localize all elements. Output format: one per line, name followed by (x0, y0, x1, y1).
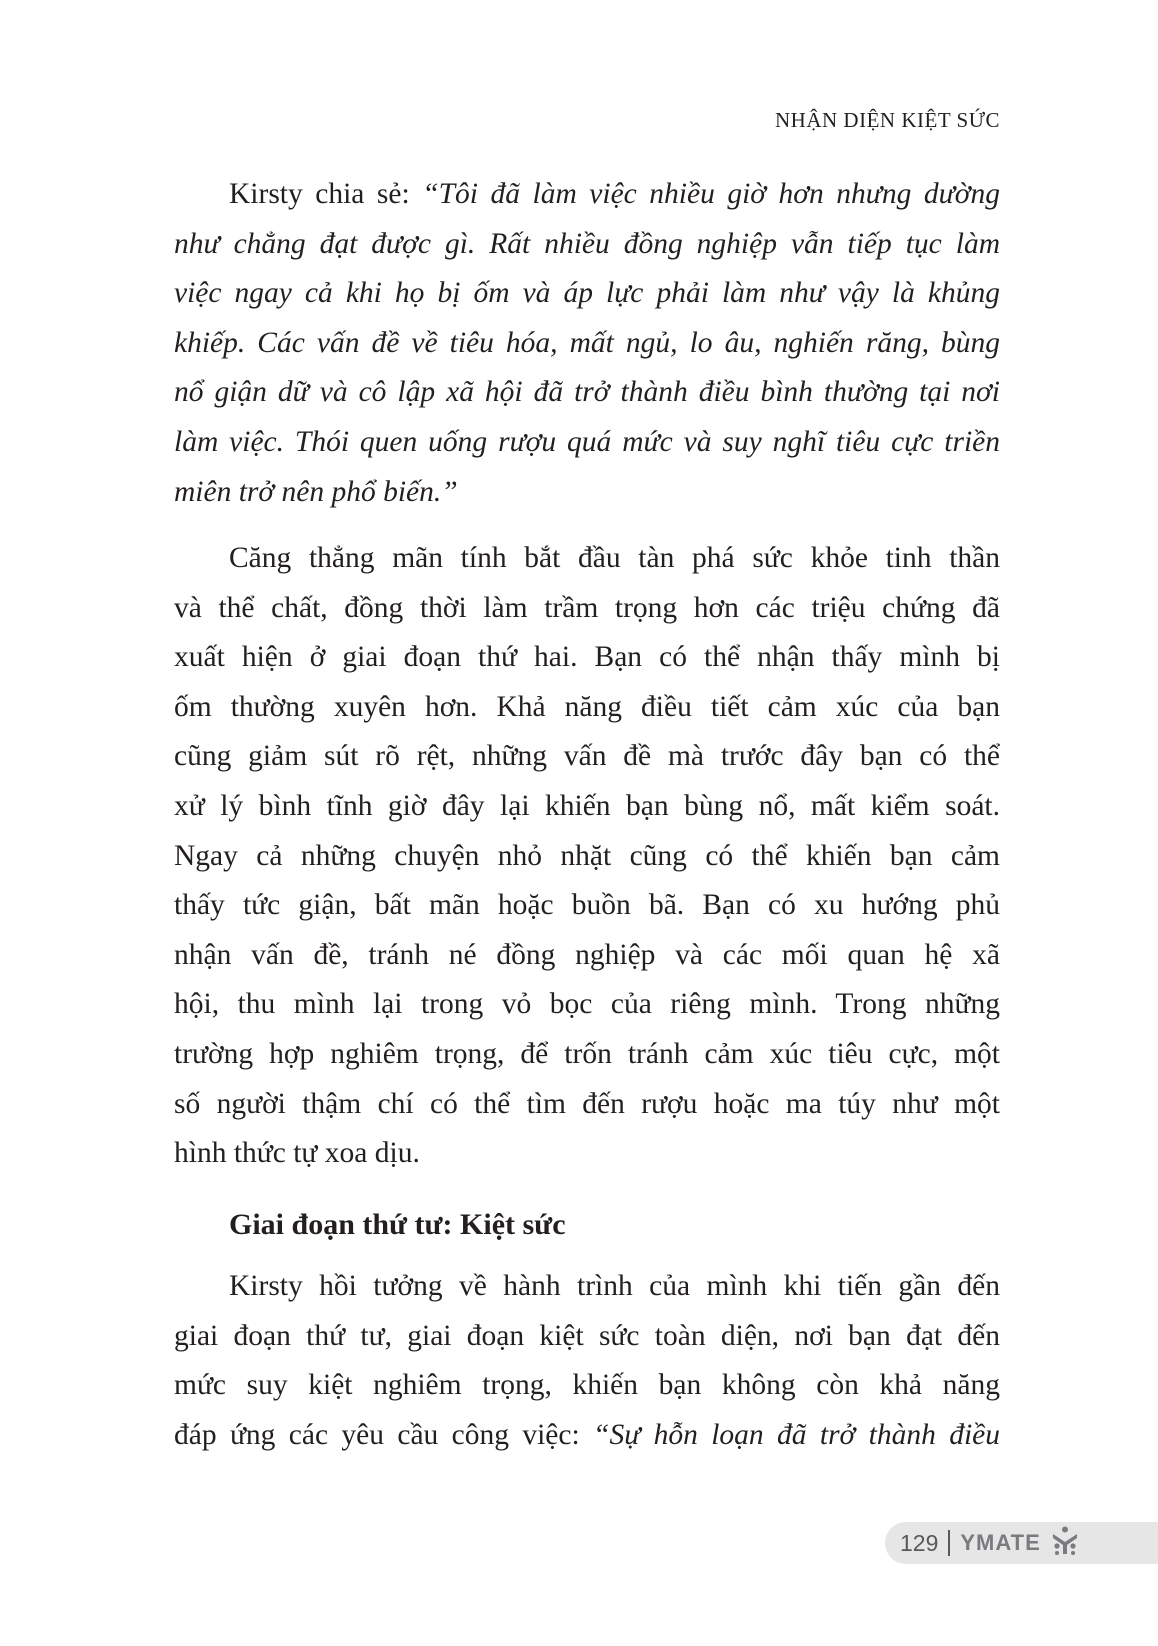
text-line (174, 931, 1000, 981)
body-text: xuất hiện ở giai đoạn thứ hai. Bạn có thể nhận thấy mình bị (174, 641, 1000, 674)
paragraph-body (174, 1262, 1000, 1460)
text-line (174, 1312, 1000, 1362)
text-line (174, 170, 1000, 220)
text-line (174, 1262, 1000, 1312)
text-line (174, 1129, 1000, 1179)
page-number: 129 (900, 1529, 939, 1556)
quoted-text: miên trở nên phổ biến.” (174, 475, 458, 508)
body-text: thấy tức giận, bất mãn hoặc buồn bã. Bạn có xu hướng phủ (174, 889, 1000, 922)
text-line (174, 468, 1000, 518)
quoted-text: như chẳng đạt được gì. Rất nhiều đồng nghiệp vẫn tiếp tục làm (174, 227, 1000, 260)
body-text: hình thức tự xoa dịu. (174, 1137, 420, 1170)
text-line (174, 1030, 1000, 1080)
text-line (174, 832, 1000, 882)
quoted-text: “Tôi đã làm việc nhiều giờ hơn nhưng dường (422, 178, 1000, 210)
ymate-logo-icon (1051, 1526, 1079, 1561)
text-line (174, 319, 1000, 369)
quoted-text: làm việc. Thói quen uống rượu quá mức và suy nghĩ tiêu cực triền (174, 425, 1000, 458)
text-line (174, 980, 1000, 1030)
page-footer (885, 1522, 1158, 1564)
text-line (174, 269, 1000, 319)
text-line (174, 1411, 1000, 1461)
body-text: Ngay cả những chuyện nhỏ nhặt cũng có thể khiến bạn cảm (174, 839, 1000, 872)
body-text: xử lý bình tĩnh giờ đây lại khiến bạn bùng nổ, mất kiểm soát. (174, 789, 1000, 822)
body-text: Kirsty hồi tưởng về hành trình của mình khi tiến gần đến (229, 1270, 1000, 1302)
text-line (174, 881, 1000, 931)
text-line (174, 633, 1000, 683)
text-line (174, 683, 1000, 733)
paragraph-quote (174, 170, 1000, 517)
body-text: nhận vấn đề, tránh né đồng nghiệp và các mối quan hệ xã (174, 938, 1000, 971)
text-line (174, 584, 1000, 634)
body-text: số người thậm chí có thể tìm đến rượu hoặc ma túy như một (174, 1087, 1000, 1120)
body-text: cũng giảm sút rõ rệt, những vấn đề mà trước đây bạn có thể (174, 740, 1000, 773)
text-line (174, 1080, 1000, 1130)
brand-name: YMATE (960, 1530, 1041, 1555)
body-text: và thể chất, đồng thời làm trầm trọng hơn các triệu chứng đã (174, 591, 1000, 624)
text-line (174, 418, 1000, 468)
body-text: trường hợp nghiêm trọng, để trốn tránh cảm xúc tiêu cực, một (174, 1037, 1000, 1070)
quoted-text: khiếp. Các vấn đề về tiêu hóa, mất ngủ, lo âu, nghiến răng, bùng (174, 326, 1000, 359)
body-text: Kirsty chia sẻ: (229, 178, 423, 210)
text-line (174, 220, 1000, 270)
text-line (174, 368, 1000, 418)
text-line (174, 782, 1000, 832)
section-heading: Giai đoạn thứ tư: Kiệt sức (229, 1208, 566, 1241)
running-head: NHẬN DIỆN KIỆT SỨC (775, 108, 1000, 132)
quoted-text: nổ giận dữ và cô lập xã hội đã trở thành điều bình thường tại nơi (174, 376, 1000, 409)
text-line (174, 732, 1000, 782)
body-text: giai đoạn thứ tư, giai đoạn kiệt sức toàn diện, nơi bạn đạt đến (174, 1319, 1000, 1352)
text-line (174, 1361, 1000, 1411)
body-text: ốm thường xuyên hơn. Khả năng điều tiết cảm xúc của bạn (174, 690, 1000, 723)
body-text: đáp ứng các yêu cầu công việc: (174, 1418, 594, 1451)
quoted-text: việc ngay cả khi họ bị ốm và áp lực phải làm như vậy là khủng (174, 277, 1000, 310)
paragraph-body (174, 534, 1000, 1179)
footer-divider (948, 1530, 950, 1556)
body-text: hội, thu mình lại trong vỏ bọc của riêng mình. Trong những (174, 988, 1000, 1021)
quoted-text: “Sự hỗn loạn đã trở thành điều (593, 1418, 1000, 1451)
text-line (174, 534, 1000, 584)
body-text: mức suy kiệt nghiêm trọng, khiến bạn không còn khả năng (174, 1369, 1000, 1402)
body-text: Căng thẳng mãn tính bắt đầu tàn phá sức khỏe tinh thần (229, 542, 1000, 574)
